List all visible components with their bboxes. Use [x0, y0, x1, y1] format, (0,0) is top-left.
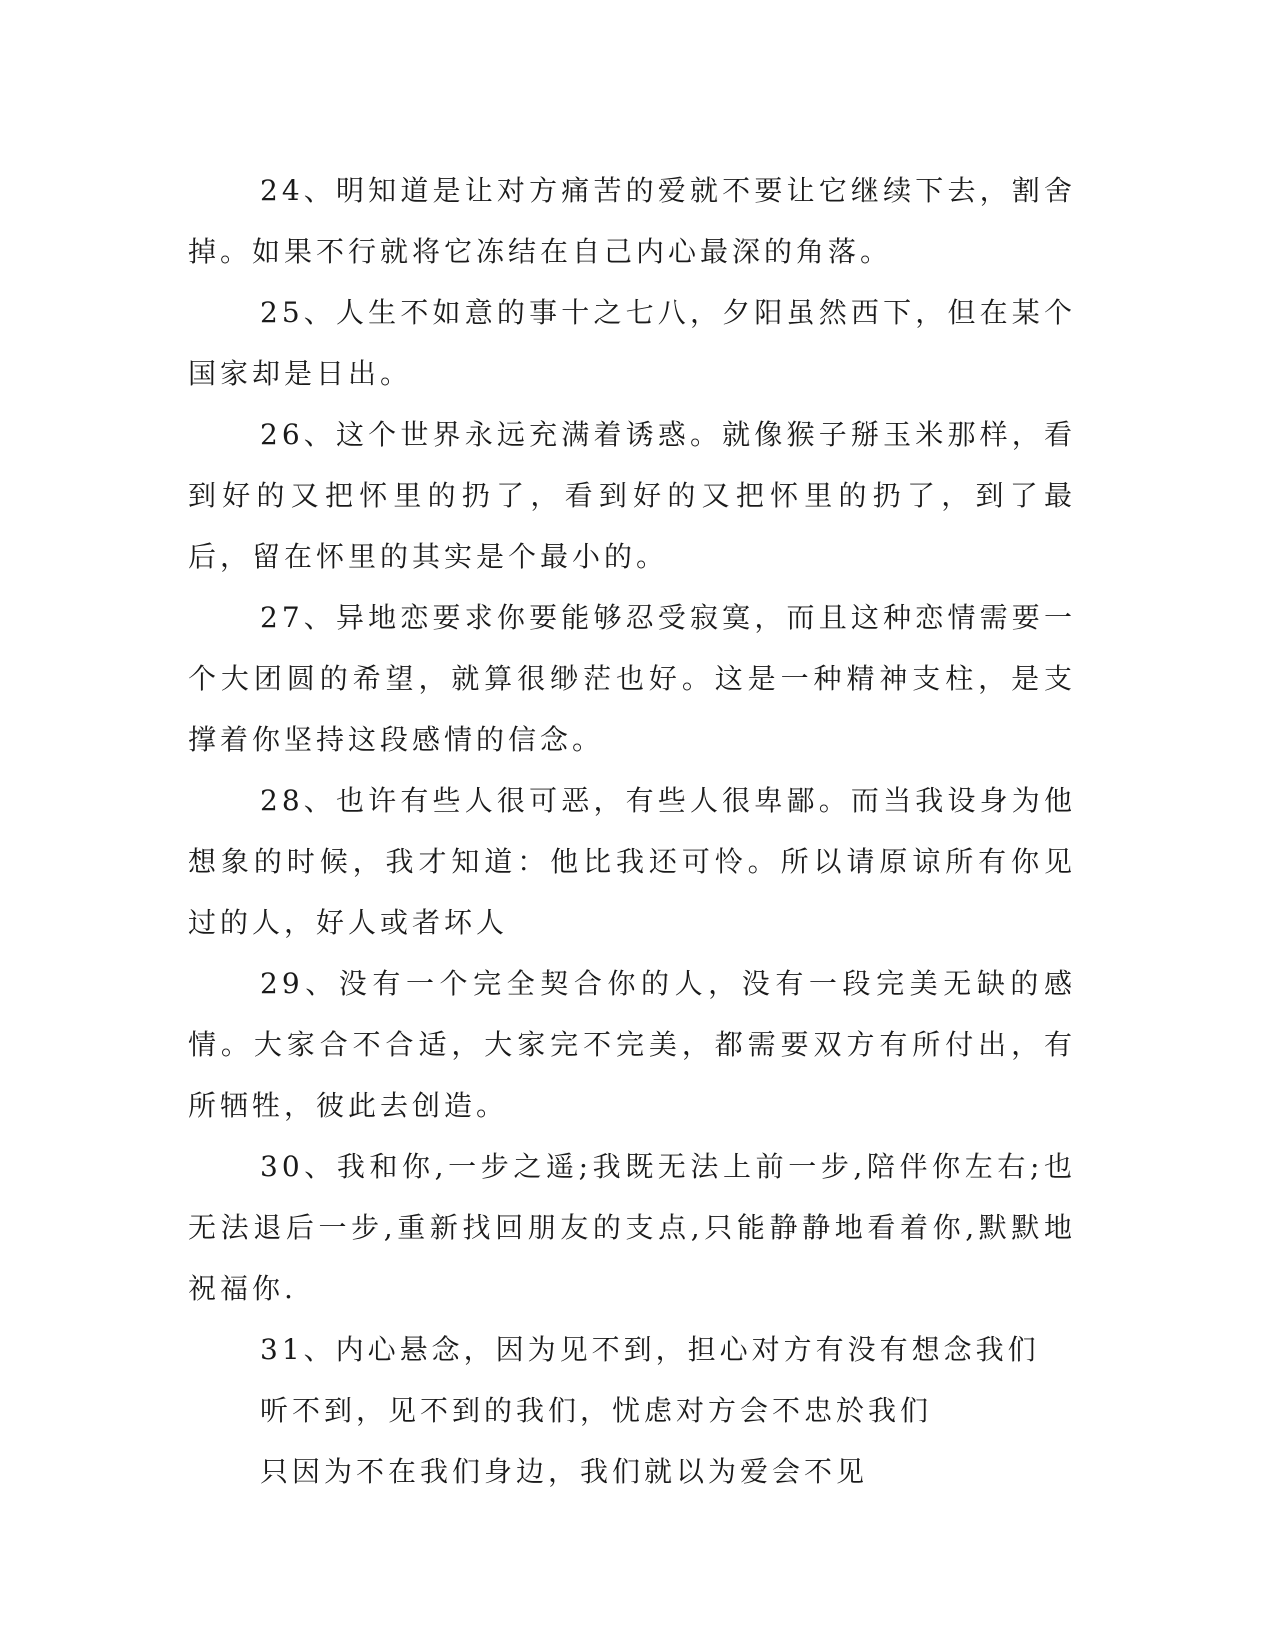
poem-line-3: 只因为不在我们身边，我们就以为爱会不见: [260, 1455, 869, 1488]
document-body: [188, 160, 1076, 1502]
poem-line-1: 31、内心悬念，因为见不到，担心对方有没有想念我们: [260, 1333, 1040, 1366]
paragraph-26: 26、这个世界永远充满着诱惑。就像猴子掰玉米那样，看到好的又把怀里的扔了，看到好的又把怀里的扔了，到了最后，留在怀里的其实是个最小的。: [188, 418, 1076, 573]
paragraph-27: 27、异地恋要求你要能够忍受寂寞，而且这种恋情需要一个大团圆的希望，就算很缈茫也好。这是一种精神支柱，是支撑着你坚持这段感情的信念。: [188, 601, 1076, 756]
paragraph-29: 29、没有一个完全契合你的人，没有一段完美无缺的感情。大家合不合适，大家完不完美，都需要双方有所付出，有所牺牲，彼此去创造。: [188, 967, 1076, 1122]
paragraph-25: 25、人生不如意的事十之七八，夕阳虽然西下，但在某个国家却是日出。: [188, 296, 1076, 390]
paragraph-24: 24、明知道是让对方痛苦的爱就不要让它继续下去，割舍掉。如果不行就将它冻结在自己内心最深的角落。: [188, 174, 1076, 268]
paragraph-28: 28、也许有些人很可恶，有些人很卑鄙。而当我设身为他想象的时候，我才知道：他比我还可怜。所以请原谅所有你见过的人，好人或者坏人: [188, 784, 1076, 939]
paragraph-30: 30、我和你,一步之遥;我既无法上前一步,陪伴你左右;也无法退后一步,重新找回朋友的支点,只能静静地看着你,默默地祝福你.: [188, 1150, 1076, 1305]
poem-line-2: 听不到，见不到的我们，忧虑对方会不忠於我们: [260, 1394, 933, 1427]
